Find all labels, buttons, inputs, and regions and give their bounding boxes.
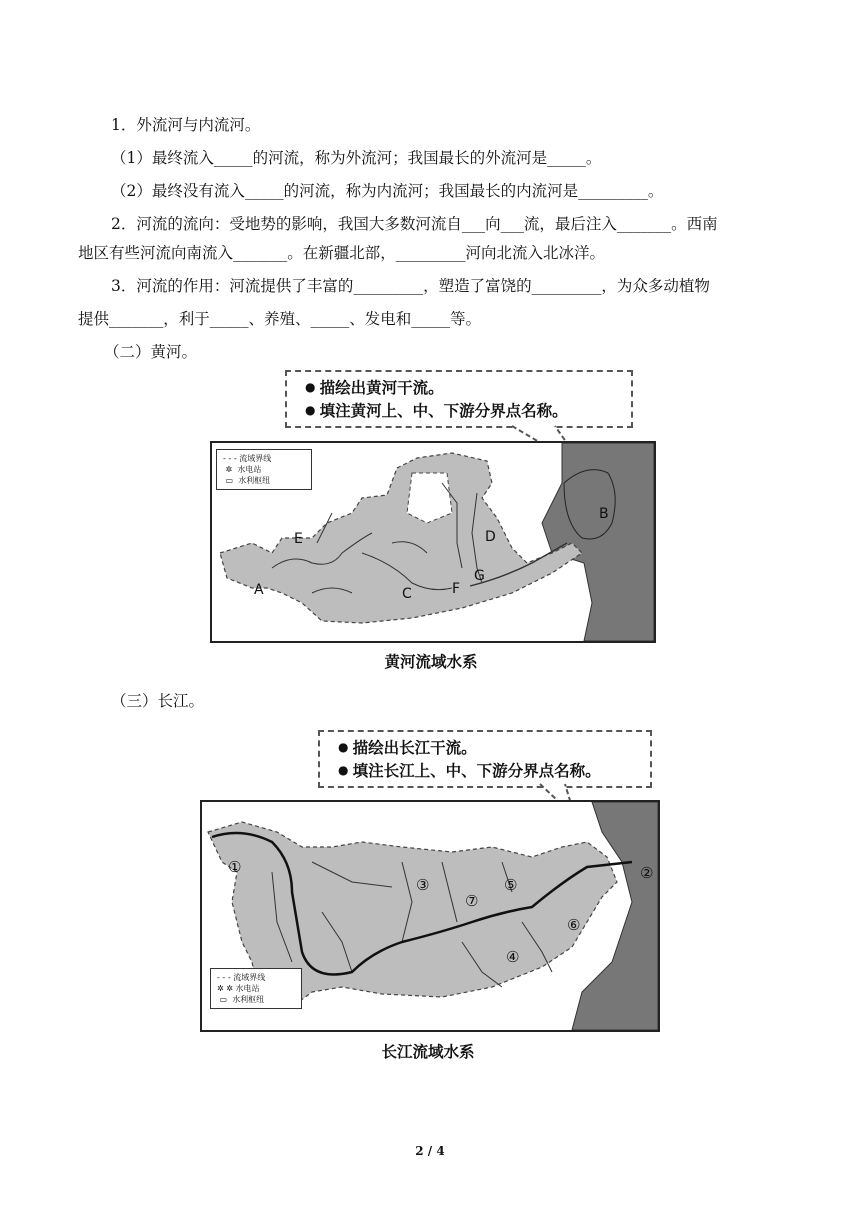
map-label-3: ③ bbox=[416, 876, 430, 894]
question-1-part-1: （1）最终流入_____的河流，称为外流河；我国最长的外流河是_____。 bbox=[111, 149, 602, 167]
map-label-c: C bbox=[402, 586, 412, 602]
callout-item: ● 描绘出黄河干流。 bbox=[305, 376, 613, 399]
yangtze-river-legend bbox=[210, 968, 302, 1009]
yellow-river-caption: 黄河流域水系 bbox=[384, 653, 478, 671]
callout-item: ● 填注黄河上、中、下游分界点名称。 bbox=[305, 399, 613, 422]
legend-hub: ▭ 水利枢纽 bbox=[217, 995, 265, 1004]
callout-item: ● 描绘出长江干流。 bbox=[338, 736, 632, 759]
map-label-5: ⑤ bbox=[504, 876, 518, 894]
question-3-line-2: 提供_______，利于_____、养殖、_____、发电和_____等。 bbox=[78, 310, 482, 328]
map-label-4: ④ bbox=[506, 948, 520, 966]
map-label-1: ① bbox=[228, 858, 242, 876]
yangtze-river-map bbox=[200, 800, 660, 1032]
question-2-line-2: 地区有些河流向南流入_______。在新疆北部，_________河向北流入北冰洋。 bbox=[78, 244, 606, 262]
legend-hub: ▭ 水利枢纽 bbox=[223, 476, 271, 485]
map-label-2: ② bbox=[640, 864, 654, 882]
map-label-6: ⑥ bbox=[567, 916, 581, 934]
page-number: 2 / 4 bbox=[415, 1144, 445, 1158]
map-label-g: G bbox=[474, 568, 485, 584]
legend-hydropower: ✲ ✲ 水电站 bbox=[217, 984, 260, 993]
yangtze-river-callout bbox=[318, 730, 652, 788]
map-label-e: E bbox=[294, 531, 303, 547]
yellow-river-map bbox=[210, 441, 656, 643]
yellow-river-legend bbox=[216, 449, 312, 490]
section-yellow-river: （二）黄河。 bbox=[104, 343, 198, 361]
section-yangtze-river: （三）长江。 bbox=[111, 692, 205, 710]
map-label-b: B bbox=[599, 506, 609, 522]
question-3-line-1: 3．河流的作用：河流提供了丰富的_________，塑造了富饶的_________，为众多动植物 bbox=[111, 277, 710, 295]
question-2-line-1: 2．河流的流向：受地势的影响，我国大多数河流自___向___流，最后注入_______。西南 bbox=[111, 215, 718, 233]
map-label-7: ⑦ bbox=[465, 892, 479, 910]
map-label-f: F bbox=[452, 581, 461, 597]
callout-item: ● 填注长江上、中、下游分界点名称。 bbox=[338, 759, 632, 782]
map-label-d: D bbox=[485, 529, 496, 545]
yangtze-river-caption: 长江流域水系 bbox=[381, 1043, 475, 1061]
legend-boundary: - - - 流域界线 bbox=[223, 454, 272, 463]
question-1-title: 1．外流河与内流河。 bbox=[111, 116, 261, 134]
legend-hydropower: ✲ 水电站 bbox=[223, 465, 262, 474]
yellow-river-callout bbox=[285, 370, 633, 428]
question-1-part-2: （2）最终没有流入_____的河流，称为内流河；我国最长的内流河是_________。 bbox=[111, 182, 664, 200]
legend-boundary: - - - 流域界线 bbox=[217, 973, 266, 982]
map-label-a: A bbox=[254, 582, 264, 598]
